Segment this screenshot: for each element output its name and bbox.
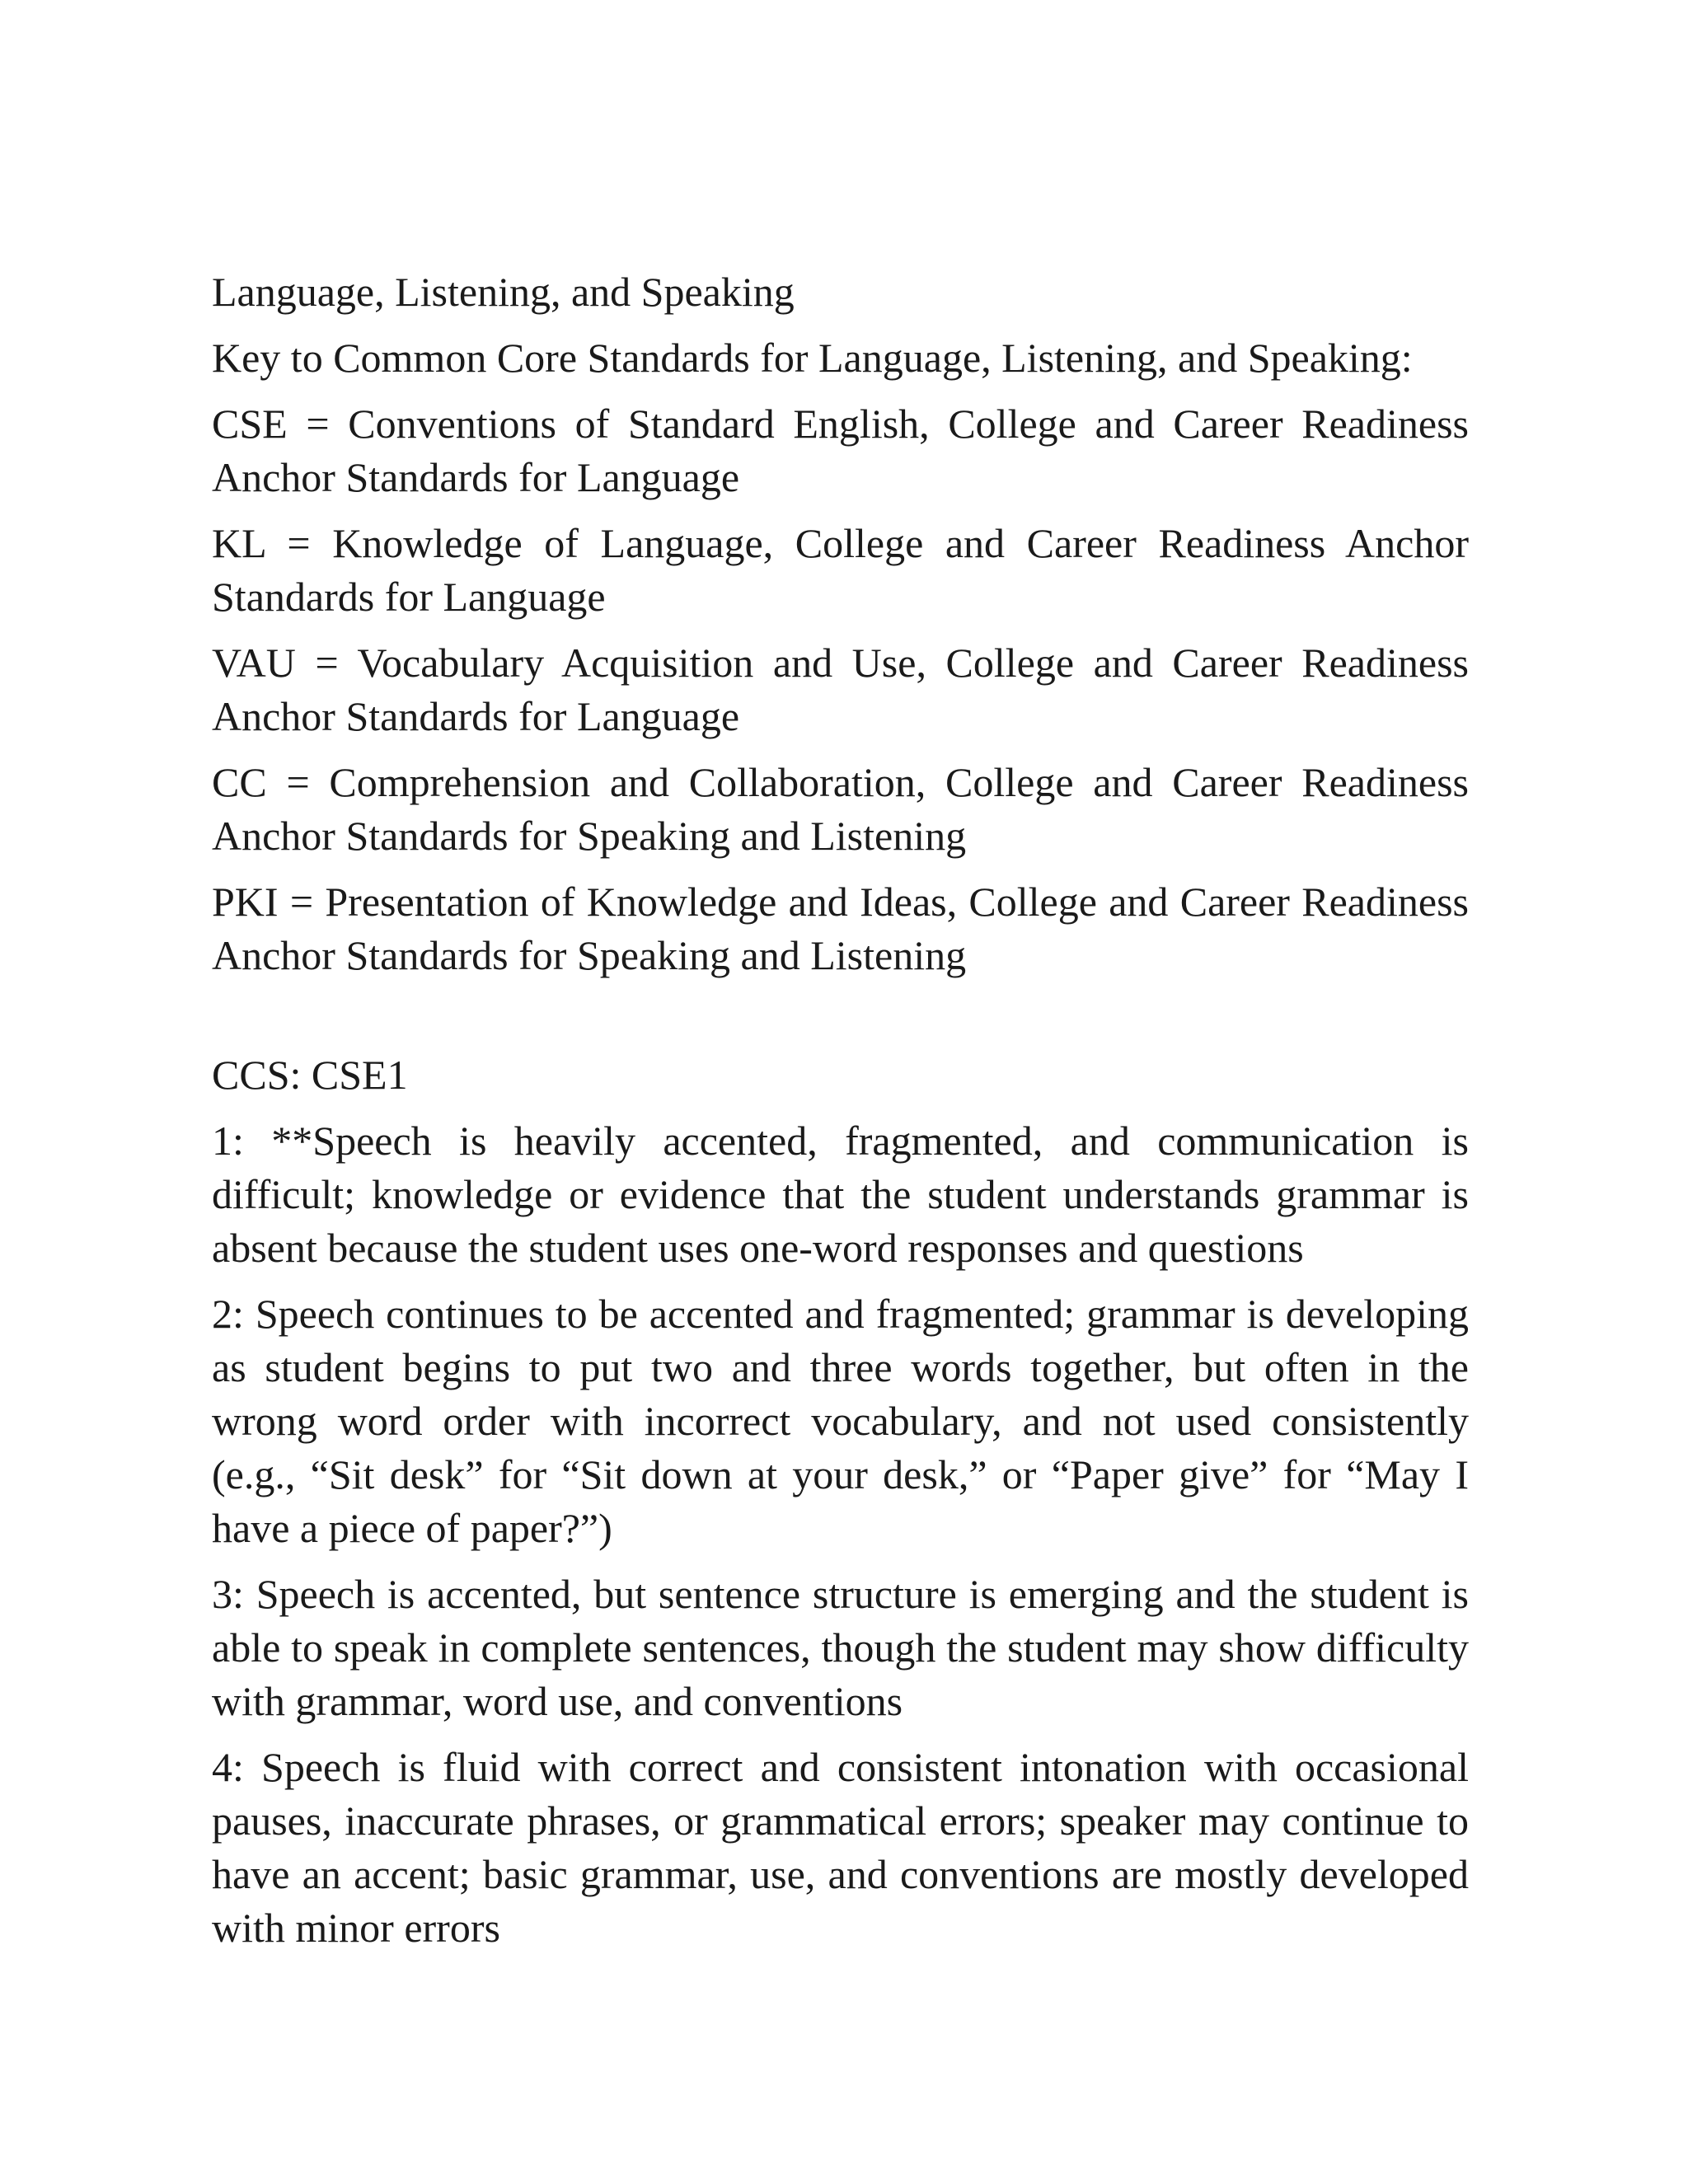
- key-item-vau: VAU = Vocabulary Acquisition and Use, College and Career Readiness Anchor Standards for Language: [212, 640, 1469, 739]
- document-title: Language, Listening, and Speaking: [212, 269, 795, 315]
- key-heading: Key to Common Core Standards for Language, Listening, and Speaking:: [212, 335, 1413, 381]
- document-body: [212, 265, 1469, 1967]
- key-item-pki: PKI = Presentation of Knowledge and Ideas, College and Career Readiness Anchor Standards for Speaking and Listening: [212, 879, 1469, 978]
- level-3-description: 3: Speech is accented, but sentence structure is emerging and the student is able to speak in complete sentences, though the student may show difficulty with grammar, word use, and conventions: [212, 1571, 1469, 1724]
- level-2-description: 2: Speech continues to be accented and fragmented; grammar is developing as student begins to put two and three words together, but often in the wrong word order with incorrect vocabulary, and not used consistently (e.g., “Sit desk” for “Sit down at your desk,” or “Paper give” for “May I have a piece of paper?”): [212, 1291, 1469, 1551]
- key-item-cse: CSE = Conventions of Standard English, College and Career Readiness Anchor Standards for Language: [212, 401, 1469, 500]
- key-item-kl: KL = Knowledge of Language, College and Career Readiness Anchor Standards for Language: [212, 520, 1469, 620]
- level-1-description: 1: **Speech is heavily accented, fragmented, and communication is difficult; knowledge or evidence that the student understands grammar is absent because the student uses one-word responses and questions: [212, 1118, 1469, 1271]
- ccs-label: CCS: CSE1: [212, 1052, 408, 1098]
- key-item-cc: CC = Comprehension and Collaboration, College and Career Readiness Anchor Standards for Speaking and Listening: [212, 759, 1469, 859]
- level-4-description: 4: Speech is fluid with correct and consistent intonation with occasional pauses, inaccurate phrases, or grammatical errors; speaker may continue to have an accent; basic grammar, use, and conventions are mostly developed with minor errors: [212, 1744, 1469, 1951]
